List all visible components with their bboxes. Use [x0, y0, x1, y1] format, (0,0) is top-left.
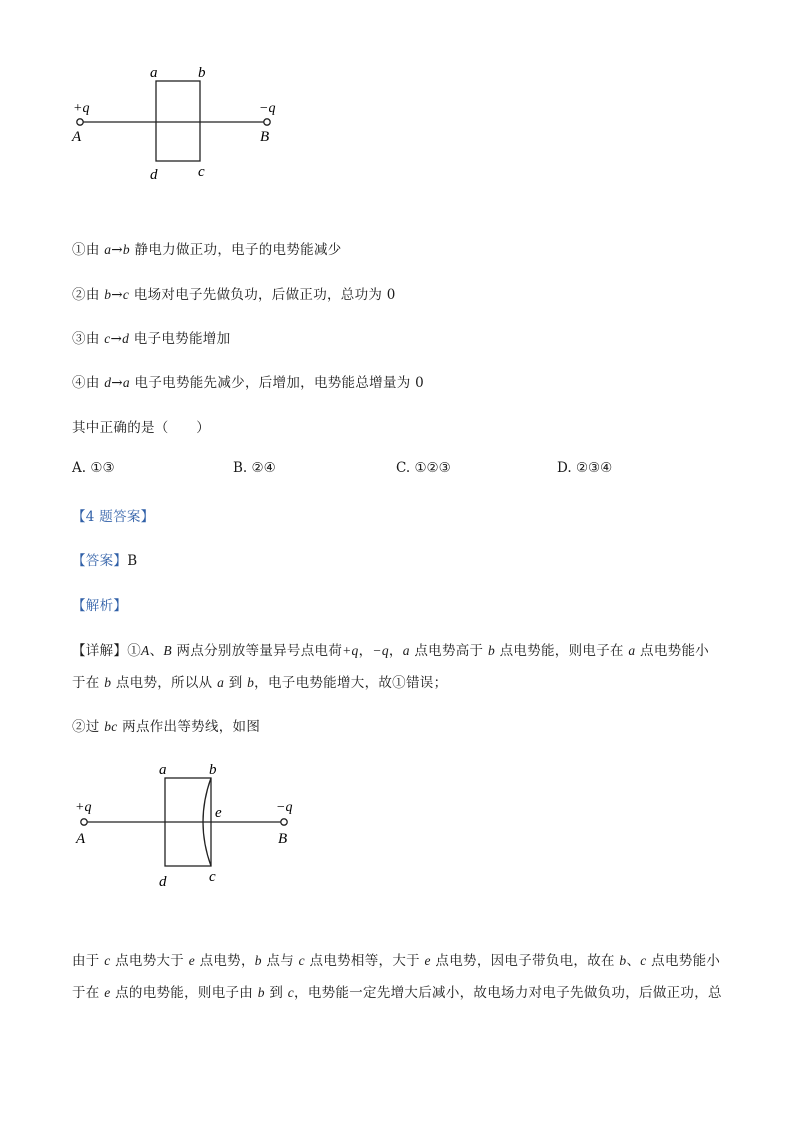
- answer-tag: 【答案】: [72, 553, 128, 569]
- option-c[interactable]: C. ①②③: [396, 460, 451, 476]
- option-a[interactable]: A. ①③: [72, 460, 115, 476]
- detail-line-1: 【详解】①A、B 两点分别放等量异号点电荷+q，−q，a 点电势高于 b 点电势能，则电子在 a 点电势能小: [72, 643, 710, 659]
- label-b: b: [198, 65, 206, 81]
- point-A-marker: [77, 119, 83, 125]
- statement-2: ②由 b→c 电场对电子先做负功，后做正功，总功为 0: [72, 287, 396, 303]
- statement-3: ③由 c→d 电子电势能增加: [72, 331, 231, 347]
- analysis-tag: 【解析】: [72, 598, 128, 614]
- detail-line-2: 于在 b 点电势，所以从 a 到 b，电子电势能增大，故①错误；: [72, 675, 448, 691]
- label-A: A: [72, 129, 82, 145]
- statement-1: ①由 a→b 静电力做正功，电子的电势能减少: [72, 242, 342, 258]
- label-e: e: [215, 805, 222, 821]
- label-A: A: [76, 831, 86, 847]
- point-B-marker: [264, 119, 270, 125]
- label-d: d: [150, 167, 158, 183]
- final-line-1: 由于 c 点电势大于 e 点电势，b 点与 c 点电势相等，大于 e 点电势，因电子带负电，故在 b、c 点电势能小: [72, 953, 721, 969]
- charge-positive: +q: [75, 800, 92, 815]
- option-d[interactable]: D. ②③④: [557, 460, 613, 476]
- answer-value: B: [127, 553, 138, 569]
- line-bc: ②过 bc 两点作出等势线，如图: [72, 719, 261, 735]
- label-c: c: [198, 164, 205, 180]
- answer-line: [72, 549, 137, 569]
- point-A-marker: [81, 819, 87, 825]
- charge-negative: −q: [259, 101, 276, 116]
- label-b: b: [209, 762, 217, 778]
- label-c: c: [209, 869, 216, 885]
- point-B-marker: [281, 819, 287, 825]
- charge-negative: −q: [276, 800, 293, 815]
- charge-positive: +q: [73, 101, 90, 116]
- label-a: a: [150, 65, 158, 81]
- figure-2: [68, 755, 318, 895]
- rectangle-abcd: [156, 81, 200, 161]
- label-B: B: [260, 129, 270, 145]
- answer-header: 【4 题答案】: [72, 509, 155, 525]
- label-a: a: [159, 762, 167, 778]
- label-d: d: [159, 874, 167, 890]
- label-B: B: [278, 831, 288, 847]
- question-text: 其中正确的是（ ）: [72, 420, 210, 436]
- option-b[interactable]: B. ②④: [233, 460, 276, 476]
- statement-4: ④由 d→a 电子电势能先减少，后增加，电势能总增量为 0: [72, 375, 425, 391]
- final-line-2: 于在 e 点的电势能，则电子由 b 到 c，电势能一定先增大后减小，故电场力对电子先做负功，后做正功，总: [72, 985, 722, 1001]
- figure-1: [68, 60, 298, 185]
